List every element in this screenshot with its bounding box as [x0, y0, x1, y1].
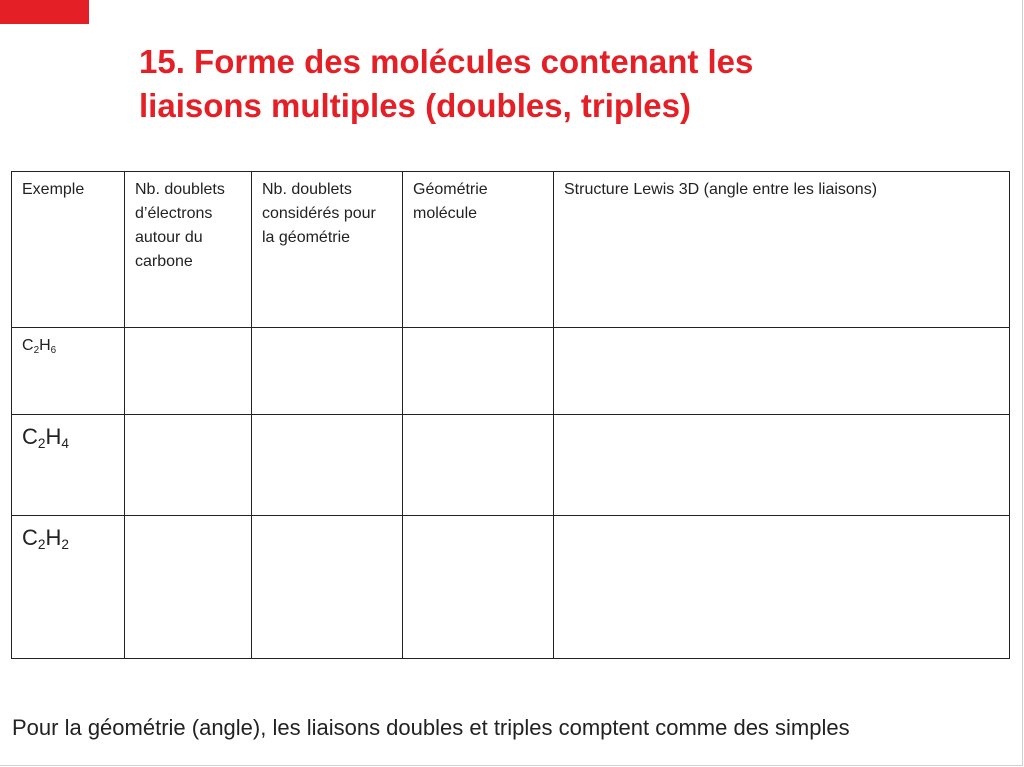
molecule-table [11, 171, 1010, 659]
empty-cell[interactable] [554, 415, 1010, 516]
red-corner-tab [0, 0, 89, 24]
header-example: Exemple [12, 172, 125, 328]
empty-cell[interactable] [252, 415, 403, 516]
empty-cell[interactable] [403, 516, 554, 659]
title-line-2: liaisons multiples (doubles, triples) [139, 87, 691, 124]
header-electron-pairs: Nb. doublets d’électrons autour du carbone [125, 172, 252, 328]
molecule-cell-c2h4: $C_2H_4$ [12, 415, 125, 516]
footer-note: Pour la géométrie (angle), les liaisons doubles et triples comptent comme des simples [12, 715, 850, 740]
header-geometry-pairs: Nb. doublets considérés pour la géométrie [252, 172, 403, 328]
empty-cell[interactable] [554, 328, 1010, 415]
molecule-cell-c2h2: $C_2H_2$ [12, 516, 125, 659]
table-row [12, 415, 1010, 516]
table-row [12, 328, 1010, 415]
empty-cell[interactable] [125, 328, 252, 415]
page-title [139, 40, 999, 128]
molecule-cell-c2h6: $C_2H_6$ [12, 328, 125, 415]
table-header-row [12, 172, 1010, 328]
empty-cell[interactable] [403, 328, 554, 415]
table-row [12, 516, 1010, 659]
header-lewis-structure: Structure Lewis 3D (angle entre les liaisons) [554, 172, 1010, 328]
empty-cell[interactable] [125, 516, 252, 659]
title-line-1: 15. Forme des molécules contenant les [139, 43, 754, 80]
empty-cell[interactable] [252, 328, 403, 415]
empty-cell[interactable] [554, 516, 1010, 659]
empty-cell[interactable] [125, 415, 252, 516]
empty-cell[interactable] [403, 415, 554, 516]
header-geometry: Géométrie molécule [403, 172, 554, 328]
empty-cell[interactable] [252, 516, 403, 659]
